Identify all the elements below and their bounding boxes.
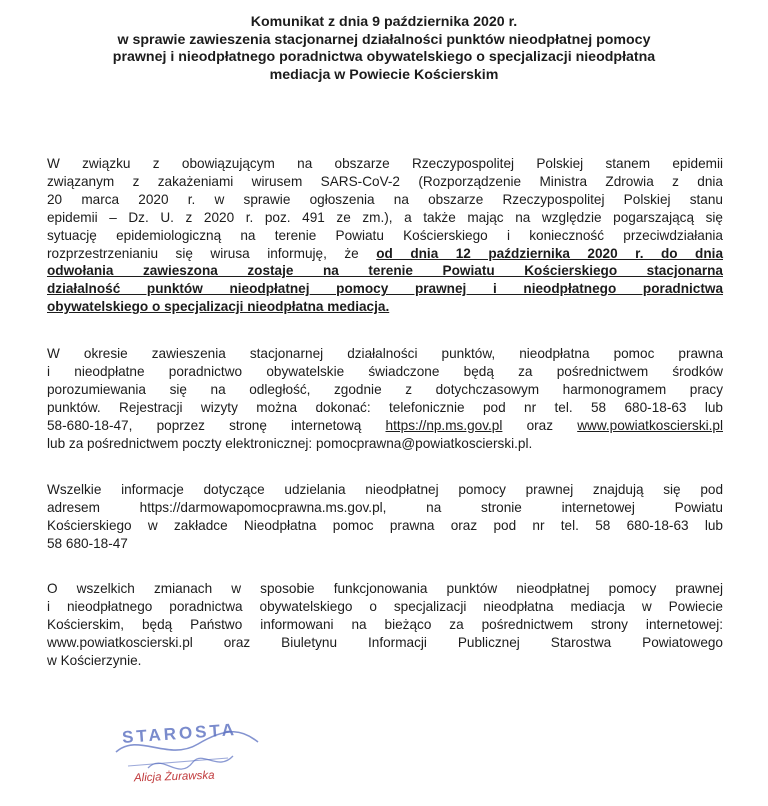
paragraph-remote-services — [47, 345, 723, 452]
paragraph-changes — [47, 580, 723, 670]
p1-line-6-emphasis: od dnia 12 października 2020 r. do dnia — [376, 245, 724, 261]
p2-line-5 — [47, 417, 723, 435]
p2-line-5-text-a: 58-680-18-47, poprzez stronę internetową — [47, 417, 386, 433]
paragraph-suspension-notice — [47, 155, 723, 316]
p1-line-6-text: rozprzestrzenianiu się wirusa informuję, że — [47, 245, 377, 261]
p2-line-2: i nieodpłatne poradnictwo obywatelskie świadczone będą za pośrednictwem środków — [47, 363, 723, 379]
p1-line-6 — [47, 245, 723, 263]
p4-line-3: Kościerskim, będą Państwo informowani na bieżąco za pośrednictwem strony internetowej: — [47, 616, 723, 632]
p1-line-5: sytuację epidemiologiczną na terenie Powiatu Kościerskiego i konieczność przeciwdziałania — [47, 227, 723, 243]
document-title — [40, 14, 728, 84]
p2-line-1: W okresie zawieszenia stacjonarnej działalności punktów, nieodpłatna pomoc prawna — [47, 346, 723, 361]
title-line-1: Komunikat z dnia 9 października 2020 r. — [250, 14, 518, 30]
powiat-website-link[interactable]: www.powiatkoscierski.pl — [577, 417, 723, 433]
title-line-4: mediacja w Powiecie Kościerskim — [269, 66, 499, 83]
p1-line-7: odwołania zawieszona zostaje na terenie Powiatu Kościerskiego stacjonarna — [47, 263, 723, 279]
stamp-title: STAROSTA — [121, 720, 238, 747]
p4-line-5: w Kościerzynie. — [47, 652, 142, 668]
title-line-3: prawnej i nieodpłatnego poradnictwa obywatelskiego o specjalizacji nieodpłatna — [112, 49, 656, 66]
paragraph-information — [47, 481, 723, 553]
p1-line-1: W związku z obowiązującym na obszarze Rzeczypospolitej Polskiej stanem epidemii — [47, 156, 723, 171]
title-line-2: w sprawie zawieszenia stacjonarnej działalności punktów nieodpłatnej pomocy — [117, 31, 651, 48]
p1-line-8: działalność punktów nieodpłatnej pomocy prawnej i nieodpłatnego poradnictwa — [47, 281, 723, 297]
p4-line-4: www.powiatkoscierski.pl oraz Biuletynu Informacji Publicznej Starostwa Powiatowego — [47, 634, 723, 650]
p1-line-4: epidemii – Dz. U. z 2020 r. poz. 491 ze zm.), a także mając na względzie pogarszającą się — [47, 209, 723, 225]
p4-line-1: O wszelkich zmianach w sposobie funkcjonowania punktów nieodpłatnej pomocy prawnej — [47, 581, 723, 596]
signature-name: Alicja Żurawska — [133, 769, 215, 785]
np-ms-gov-link[interactable]: https://np.ms.gov.pl — [385, 417, 503, 433]
p2-line-3: porozumiewania się na odległość, zgodnie z dotychczasowym harmonogramem pracy — [47, 381, 723, 397]
p4-line-2: i nieodpłatnego poradnictwa obywatelskiego o specjalizacji nieodpłatna mediacja w Powiecie — [47, 598, 723, 614]
p2-line-6: lub za pośrednictwem poczty elektronicznej: pomocprawna@powiatkoscierski.pl. — [47, 435, 533, 451]
p3-line-1: Wszelkie informacje dotyczące udzielania nieodpłatnej pomocy prawnej znajdują się pod — [47, 482, 723, 497]
p2-line-4: punktów. Rejestracji wizyty można dokonać: telefonicznie pod nr tel. 58 680-18-63 lub — [47, 399, 723, 415]
p3-line-3: Kościerskiego w zakładce Nieodpłatna pomoc prawna oraz pod nr tel. 58 680-18-63 lub — [47, 517, 723, 533]
p1-line-3: 20 marca 2020 r. w sprawie ogłoszenia na obszarze Rzeczypospolitej Polskiej stanu — [47, 191, 723, 207]
p3-line-4: 58 680-18-47 — [47, 535, 128, 551]
p1-line-9: obywatelskiego o specjalizacji nieodpłatna mediacja. — [47, 299, 390, 315]
signature-block — [108, 722, 268, 802]
p1-line-2: związanym z zakażeniami wirusem SARS-CoV-2 (Rozporządzenie Ministra Zdrowia z dnia — [47, 173, 723, 189]
p2-line-5-text-b: oraz — [502, 417, 578, 433]
p3-line-2: adresem https://darmowapomocprawna.ms.gov.pl, na stronie internetowej Powiatu — [47, 499, 723, 515]
